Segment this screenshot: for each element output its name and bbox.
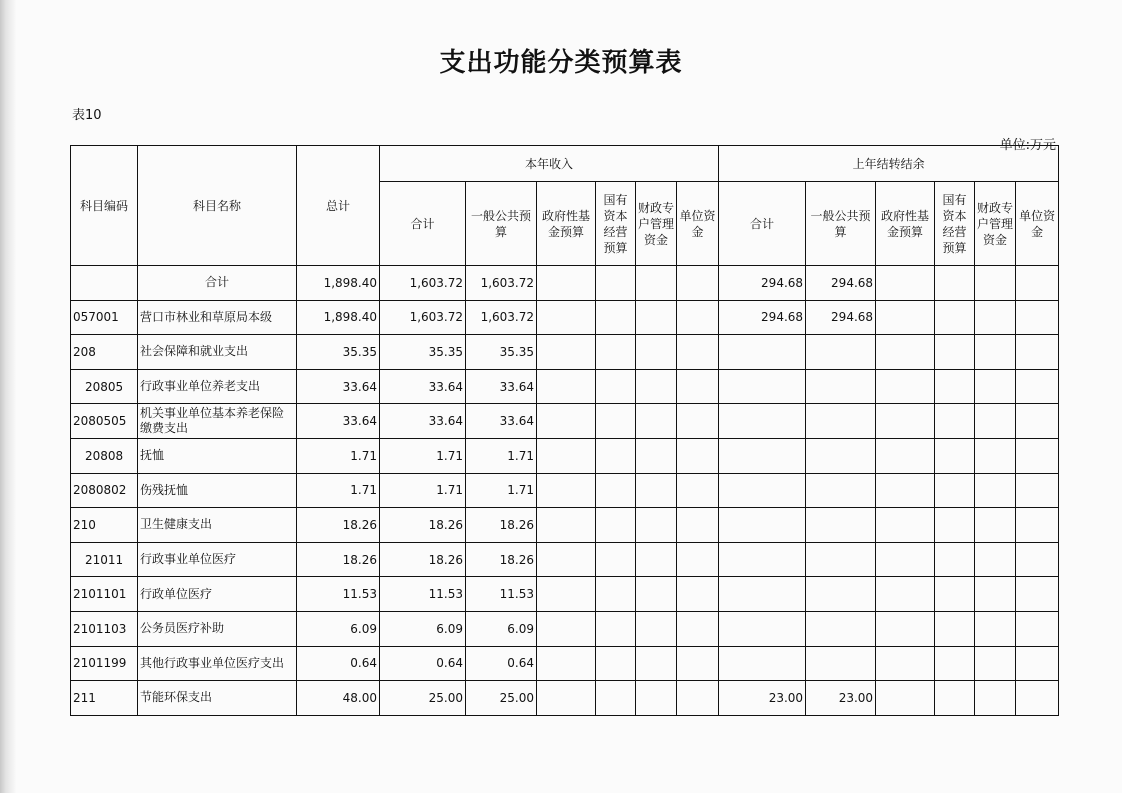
cell-total: 1,898.40 (297, 300, 380, 335)
cell-code (71, 266, 138, 301)
header-pri-state-capital: 国有资本经营预算 (935, 182, 975, 266)
cell-name: 公务员医疗补助 (138, 611, 297, 646)
cell-cur-gov (537, 681, 596, 716)
cell-cur-unit (677, 611, 719, 646)
cell-cur-general: 33.64 (466, 369, 537, 404)
cell-cur-state (596, 473, 636, 508)
cell-cur-state (596, 611, 636, 646)
cell-cur-state (596, 542, 636, 577)
cell-pri-state (935, 473, 975, 508)
header-current-income: 本年收入 (380, 146, 719, 182)
cell-code: 20805 (71, 369, 138, 404)
cell-pri-sum (719, 646, 806, 681)
cell-pri-sum (719, 611, 806, 646)
cell-cur-state (596, 300, 636, 335)
header-pri-subtotal: 合计 (719, 182, 806, 266)
cell-pri-general (806, 646, 876, 681)
cell-cur-state (596, 335, 636, 370)
header-cur-fiscal-special: 财政专户管理资金 (636, 182, 677, 266)
cell-pri-unit (1016, 473, 1059, 508)
header-cur-gov-fund: 政府性基金预算 (537, 182, 596, 266)
cell-cur-general: 1,603.72 (466, 300, 537, 335)
cell-cur-general: 11.53 (466, 577, 537, 612)
cell-pri-fiscal (975, 369, 1016, 404)
table-row (71, 542, 1059, 577)
cell-cur-gov (537, 404, 596, 439)
cell-cur-sum: 1.71 (380, 473, 466, 508)
cell-pri-sum (719, 438, 806, 473)
cell-pri-general (806, 542, 876, 577)
cell-cur-fiscal (636, 577, 677, 612)
page-title: 支出功能分类预算表 (439, 48, 683, 78)
header-cur-general-public: 一般公共预算 (466, 182, 537, 266)
cell-pri-general (806, 369, 876, 404)
cell-cur-sum: 18.26 (380, 508, 466, 543)
cell-cur-sum: 25.00 (380, 681, 466, 716)
cell-cur-gov (537, 611, 596, 646)
cell-cur-general: 6.09 (466, 611, 537, 646)
cell-pri-unit (1016, 646, 1059, 681)
cell-pri-general (806, 438, 876, 473)
unit-label: 单位:万元 (999, 138, 1056, 153)
cell-cur-general: 18.26 (466, 542, 537, 577)
table-row (71, 473, 1059, 508)
cell-cur-gov (537, 300, 596, 335)
cell-pri-fiscal (975, 300, 1016, 335)
cell-cur-unit (677, 438, 719, 473)
cell-pri-state (935, 266, 975, 301)
cell-cur-gov (537, 646, 596, 681)
cell-pri-general (806, 404, 876, 439)
cell-cur-unit (677, 335, 719, 370)
cell-total: 1.71 (297, 473, 380, 508)
cell-pri-unit (1016, 266, 1059, 301)
cell-pri-sum (719, 404, 806, 439)
cell-pri-fiscal (975, 542, 1016, 577)
table-row (71, 646, 1059, 681)
cell-code: 057001 (71, 300, 138, 335)
cell-cur-unit (677, 266, 719, 301)
cell-cur-general: 25.00 (466, 681, 537, 716)
cell-total: 6.09 (297, 611, 380, 646)
cell-cur-sum: 1.71 (380, 438, 466, 473)
cell-cur-unit (677, 542, 719, 577)
cell-pri-gov (876, 577, 935, 612)
cell-cur-sum: 35.35 (380, 335, 466, 370)
header-pri-unit-fund: 单位资金 (1016, 182, 1059, 266)
cell-total: 18.26 (297, 542, 380, 577)
cell-pri-general: 23.00 (806, 681, 876, 716)
cell-cur-sum: 1,603.72 (380, 266, 466, 301)
cell-pri-unit (1016, 438, 1059, 473)
cell-cur-gov (537, 369, 596, 404)
cell-name: 行政事业单位养老支出 (138, 369, 297, 404)
cell-pri-fiscal (975, 473, 1016, 508)
cell-cur-gov (537, 473, 596, 508)
cell-cur-state (596, 681, 636, 716)
cell-cur-fiscal (636, 369, 677, 404)
cell-pri-general (806, 335, 876, 370)
cell-pri-gov (876, 646, 935, 681)
cell-cur-fiscal (636, 266, 677, 301)
cell-cur-fiscal (636, 508, 677, 543)
cell-pri-sum: 294.68 (719, 266, 806, 301)
header-prior-carryover: 上年结转结余 (719, 146, 1059, 182)
budget-table (70, 145, 1059, 716)
table-row (71, 266, 1059, 301)
table-row (71, 335, 1059, 370)
cell-cur-unit (677, 369, 719, 404)
cell-pri-state (935, 611, 975, 646)
page-binding-edge (0, 0, 16, 793)
cell-pri-gov (876, 266, 935, 301)
header-cur-state-capital: 国有资本经营预算 (596, 182, 636, 266)
cell-cur-state (596, 266, 636, 301)
cell-cur-gov (537, 542, 596, 577)
cell-name: 机关事业单位基本养老保险缴费支出 (138, 404, 297, 439)
cell-pri-state (935, 646, 975, 681)
cell-pri-sum: 23.00 (719, 681, 806, 716)
cell-cur-general: 0.64 (466, 646, 537, 681)
cell-code: 211 (71, 681, 138, 716)
cell-cur-unit (677, 508, 719, 543)
header-pri-gov-fund: 政府性基金预算 (876, 182, 935, 266)
cell-cur-sum: 0.64 (380, 646, 466, 681)
table-body (71, 266, 1059, 716)
cell-pri-gov (876, 335, 935, 370)
cell-code: 2080802 (71, 473, 138, 508)
cell-cur-gov (537, 438, 596, 473)
cell-cur-general: 1.71 (466, 473, 537, 508)
cell-cur-unit (677, 404, 719, 439)
cell-pri-sum (719, 542, 806, 577)
cell-code: 20808 (71, 438, 138, 473)
table-header (71, 146, 1059, 266)
cell-pri-gov (876, 508, 935, 543)
header-cur-subtotal: 合计 (380, 182, 466, 266)
cell-cur-gov (537, 508, 596, 543)
cell-cur-unit (677, 577, 719, 612)
cell-cur-sum: 1,603.72 (380, 300, 466, 335)
cell-pri-unit (1016, 300, 1059, 335)
cell-pri-state (935, 438, 975, 473)
cell-cur-fiscal (636, 335, 677, 370)
header-pri-general-public: 一般公共预算 (806, 182, 876, 266)
table-row (71, 438, 1059, 473)
header-code: 科目编码 (71, 146, 138, 266)
cell-pri-fiscal (975, 508, 1016, 543)
cell-cur-state (596, 369, 636, 404)
cell-total: 18.26 (297, 508, 380, 543)
cell-pri-sum (719, 369, 806, 404)
cell-cur-unit (677, 646, 719, 681)
cell-name: 抚恤 (138, 438, 297, 473)
cell-pri-sum (719, 508, 806, 543)
cell-cur-general: 35.35 (466, 335, 537, 370)
cell-name: 行政单位医疗 (138, 577, 297, 612)
cell-pri-unit (1016, 681, 1059, 716)
cell-total: 33.64 (297, 369, 380, 404)
cell-pri-general (806, 473, 876, 508)
cell-code: 2101103 (71, 611, 138, 646)
cell-cur-unit (677, 473, 719, 508)
cell-pri-general (806, 508, 876, 543)
cell-pri-gov (876, 681, 935, 716)
cell-pri-fiscal (975, 577, 1016, 612)
table-row (71, 508, 1059, 543)
cell-cur-sum: 33.64 (380, 404, 466, 439)
table-row (71, 577, 1059, 612)
cell-cur-sum: 11.53 (380, 577, 466, 612)
cell-pri-gov (876, 438, 935, 473)
cell-cur-sum: 33.64 (380, 369, 466, 404)
cell-code: 2080505 (71, 404, 138, 439)
cell-cur-state (596, 438, 636, 473)
cell-pri-fiscal (975, 404, 1016, 439)
cell-pri-state (935, 508, 975, 543)
cell-pri-fiscal (975, 611, 1016, 646)
cell-pri-unit (1016, 335, 1059, 370)
table-row (71, 681, 1059, 716)
cell-pri-unit (1016, 404, 1059, 439)
cell-pri-gov (876, 300, 935, 335)
cell-cur-fiscal (636, 404, 677, 439)
cell-pri-general (806, 611, 876, 646)
cell-pri-sum: 294.68 (719, 300, 806, 335)
cell-pri-unit (1016, 577, 1059, 612)
cell-pri-sum (719, 473, 806, 508)
cell-name: 伤残抚恤 (138, 473, 297, 508)
cell-cur-fiscal (636, 646, 677, 681)
cell-pri-fiscal (975, 335, 1016, 370)
cell-pri-gov (876, 473, 935, 508)
cell-cur-sum: 18.26 (380, 542, 466, 577)
cell-pri-general: 294.68 (806, 266, 876, 301)
table-row (71, 300, 1059, 335)
cell-pri-gov (876, 369, 935, 404)
cell-cur-general: 18.26 (466, 508, 537, 543)
cell-pri-state (935, 577, 975, 612)
cell-cur-gov (537, 266, 596, 301)
cell-cur-unit (677, 300, 719, 335)
cell-pri-unit (1016, 369, 1059, 404)
cell-pri-state (935, 335, 975, 370)
cell-total: 11.53 (297, 577, 380, 612)
cell-cur-unit (677, 681, 719, 716)
cell-pri-gov (876, 404, 935, 439)
header-cur-unit-fund: 单位资金 (677, 182, 719, 266)
cell-total: 48.00 (297, 681, 380, 716)
cell-pri-general (806, 577, 876, 612)
cell-cur-general: 33.64 (466, 404, 537, 439)
cell-pri-fiscal (975, 646, 1016, 681)
cell-cur-state (596, 577, 636, 612)
cell-code: 2101199 (71, 646, 138, 681)
cell-code: 210 (71, 508, 138, 543)
cell-pri-gov (876, 542, 935, 577)
cell-cur-fiscal (636, 473, 677, 508)
cell-pri-fiscal (975, 438, 1016, 473)
cell-cur-fiscal (636, 300, 677, 335)
table-number: 表10 (72, 108, 102, 123)
cell-pri-fiscal (975, 681, 1016, 716)
cell-pri-sum (719, 577, 806, 612)
cell-code: 21011 (71, 542, 138, 577)
cell-cur-state (596, 404, 636, 439)
table-row (71, 611, 1059, 646)
cell-cur-general: 1,603.72 (466, 266, 537, 301)
cell-name: 行政事业单位医疗 (138, 542, 297, 577)
cell-pri-unit (1016, 611, 1059, 646)
cell-cur-state (596, 646, 636, 681)
header-pri-fiscal-special: 财政专户管理资金 (975, 182, 1016, 266)
cell-total: 1.71 (297, 438, 380, 473)
cell-pri-sum (719, 335, 806, 370)
cell-pri-state (935, 542, 975, 577)
cell-name: 卫生健康支出 (138, 508, 297, 543)
table-row (71, 404, 1059, 439)
cell-cur-sum: 6.09 (380, 611, 466, 646)
cell-cur-fiscal (636, 542, 677, 577)
cell-cur-fiscal (636, 611, 677, 646)
cell-pri-unit (1016, 508, 1059, 543)
cell-cur-general: 1.71 (466, 438, 537, 473)
cell-total: 1,898.40 (297, 266, 380, 301)
cell-total: 35.35 (297, 335, 380, 370)
cell-cur-fiscal (636, 438, 677, 473)
header-name: 科目名称 (138, 146, 297, 266)
cell-code: 2101101 (71, 577, 138, 612)
cell-pri-unit (1016, 542, 1059, 577)
table-row (71, 369, 1059, 404)
cell-cur-state (596, 508, 636, 543)
cell-pri-state (935, 369, 975, 404)
cell-name: 营口市林业和草原局本级 (138, 300, 297, 335)
cell-total: 0.64 (297, 646, 380, 681)
cell-cur-gov (537, 577, 596, 612)
cell-pri-state (935, 300, 975, 335)
cell-name: 社会保障和就业支出 (138, 335, 297, 370)
cell-cur-fiscal (636, 681, 677, 716)
cell-pri-general: 294.68 (806, 300, 876, 335)
cell-pri-fiscal (975, 266, 1016, 301)
cell-pri-state (935, 681, 975, 716)
cell-pri-state (935, 404, 975, 439)
cell-code: 208 (71, 335, 138, 370)
cell-name: 节能环保支出 (138, 681, 297, 716)
cell-name: 其他行政事业单位医疗支出 (138, 646, 297, 681)
cell-pri-gov (876, 611, 935, 646)
cell-cur-gov (537, 335, 596, 370)
cell-total: 33.64 (297, 404, 380, 439)
cell-name: 合计 (138, 266, 297, 301)
header-total: 总计 (297, 146, 380, 266)
